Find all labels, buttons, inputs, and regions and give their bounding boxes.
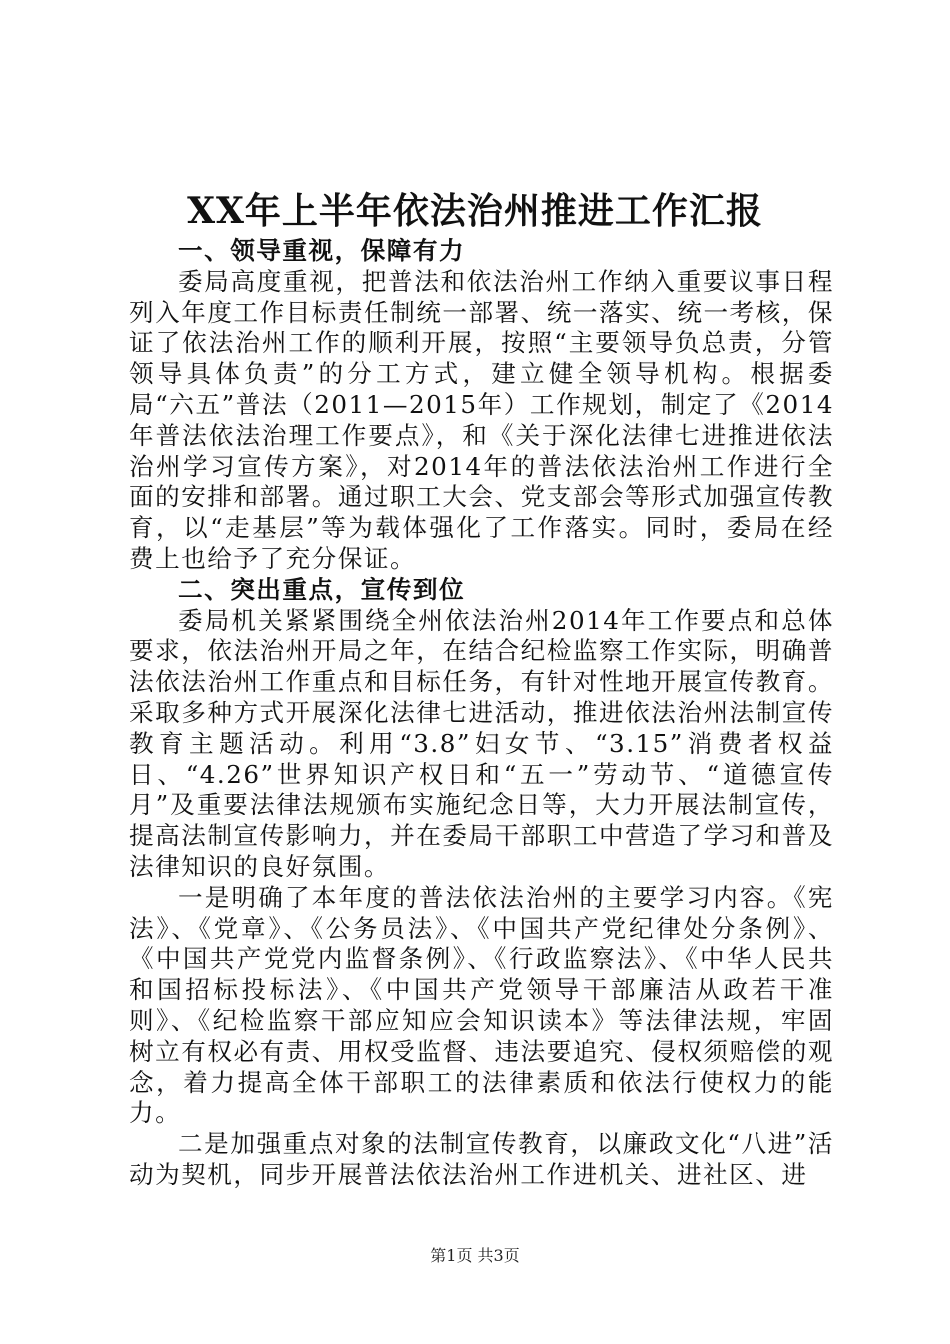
document-title: XX年上半年依法治州推进工作汇报: [187, 190, 763, 232]
section-heading-2: 二、突出重点，宣传到位: [178, 574, 466, 604]
section-2-paragraph-1: 委局机关紧紧围绕全州依法治州2014年工作要点和总体要求，依法治州开局之年，在结合纪检监察工作实际，明确普法依法治州工作重点和目标任务，有针对性地开展宣传教育。采取多种方式开展深化法律七进活动，推进依法治州法制宣传教育主题活动。利用“3.8”妇女节、“3.15”消费者权益日、“4.26”世界知识产权日和“五一”劳动节、“道德宣传月”及重要法律法规颁布实施纪念日等，大力开展法制宣传，提高法制宣传影响力，并在委局干部职工中营造了学习和普及法律知识的良好氛围。: [129, 605, 834, 881]
section-2-paragraph-3: 二是加强重点对象的法制宣传教育，以廉政文化“八进”活动为契机，同步开展普法依法治州工作进机关、进社区、进: [129, 1129, 834, 1189]
section-1-paragraph-1: 委局高度重视，把普法和依法治州工作纳入重要议事日程列入年度工作目标责任制统一部署、统一落实、统一考核，保证了依法治州工作的顺利开展，按照“主要领导负总责，分管领导具体负责”的分工方式，建立健全领导机构。根据委局“六五”普法（2011—2015年）工作规划，制定了《2014年普法依法治理工作要点》，和《关于深化法律七进推进依法治州学习宣传方案》，对2014年的普法依法治州工作进行全面的安排和部署。通过职工大会、党支部会等形式加强宣传教育，以“走基层”等为载体强化了工作落实。同时，委局在经费上也给予了充分保证。: [129, 266, 834, 573]
section-2-paragraph-2: 一是明确了本年度的普法依法治州的主要学习内容。《宪法》、《党章》、《公务员法》、《中国共产党纪律处分条例》、《中国共产党党内监督条例》、《行政监察法》、《中华人民共和国招标投标法》、《中国共产党领导干部廉洁从政若干准则》、《纪检监察干部应知应会知识读本》等法律法规，牢固树立有权必有责、用权受监督、违法要追究、侵权须赔偿的观念，着力提高全体干部职工的法律素质和依法行使权力的能力。: [129, 882, 834, 1128]
document-body: [129, 236, 834, 1191]
section-heading-1: 一、领导重视，保障有力: [178, 236, 466, 265]
page-number-footer: 第1页 共3页: [430, 1246, 520, 1265]
